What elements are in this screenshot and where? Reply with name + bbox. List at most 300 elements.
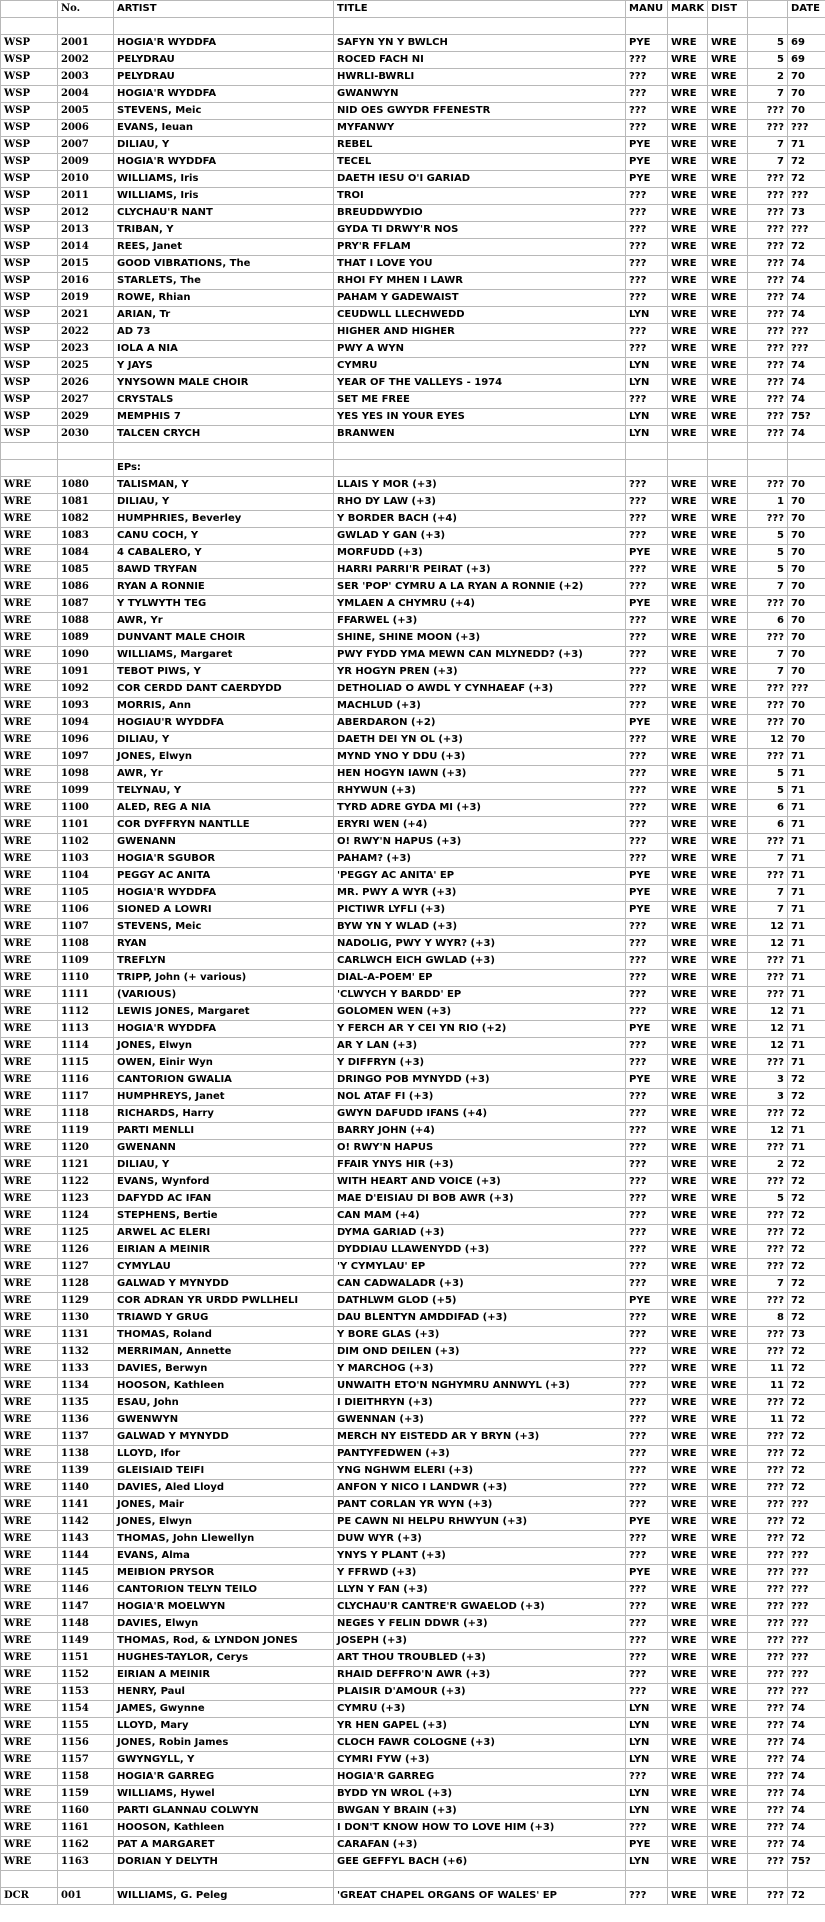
- label-cell: WRE: [1, 1259, 58, 1276]
- label-cell: WSP: [1, 137, 58, 154]
- table-row: [1, 1582, 825, 1599]
- title-cell: THAT I LOVE YOU: [334, 256, 626, 273]
- distributor-cell: WRE: [708, 902, 748, 919]
- catalogue-number-cell: 1158: [58, 1769, 114, 1786]
- distributor-cell: WRE: [708, 528, 748, 545]
- label-cell: WSP: [1, 35, 58, 52]
- mark-cell: WRE: [668, 1667, 708, 1684]
- mark-cell: WRE: [668, 69, 708, 86]
- manufacturer-cell: ???: [626, 1208, 668, 1225]
- artist-cell: HOGIA'R WYDDFA: [114, 885, 334, 902]
- mark-cell: WRE: [668, 919, 708, 936]
- title-cell: GYDA TI DRWY'R NOS: [334, 222, 626, 239]
- manufacturer-cell: ???: [626, 1888, 668, 1905]
- manufacturer-cell: ???: [626, 324, 668, 341]
- date-cell: 71: [788, 868, 825, 885]
- label-cell: WSP: [1, 341, 58, 358]
- title-cell: AR Y LAN (+3): [334, 1038, 626, 1055]
- title-cell: CEUDWLL LLECHWEDD: [334, 307, 626, 324]
- label-cell: WRE: [1, 1140, 58, 1157]
- label-cell: WRE: [1, 715, 58, 732]
- date-cell: 69: [788, 52, 825, 69]
- table-row: [1, 120, 825, 137]
- distributor-cell: WRE: [708, 545, 748, 562]
- date-cell: 70: [788, 562, 825, 579]
- manufacturer-cell: ???: [626, 256, 668, 273]
- catalogue-number-cell: 1133: [58, 1361, 114, 1378]
- table-row: [1, 664, 825, 681]
- distributor-cell: WRE: [708, 613, 748, 630]
- title-cell: DATHLWM GLOD (+5): [334, 1293, 626, 1310]
- distributor-cell: WRE: [708, 698, 748, 715]
- manufacturer-cell: PYE: [626, 137, 668, 154]
- artist-cell: DORIAN Y DELYTH: [114, 1854, 334, 1871]
- artist-cell: WILLIAMS, G. Peleg: [114, 1888, 334, 1905]
- mark-cell: WRE: [668, 783, 708, 800]
- date-cell: 70: [788, 647, 825, 664]
- mark-cell: WRE: [668, 307, 708, 324]
- catalogue-number-cell: 1099: [58, 783, 114, 800]
- label-cell: WRE: [1, 1650, 58, 1667]
- label-cell: WRE: [1, 919, 58, 936]
- date-cell: 74: [788, 1718, 825, 1735]
- quantity-cell: 5: [748, 528, 788, 545]
- header-dist: DIST: [708, 1, 748, 18]
- label-cell: WRE: [1, 647, 58, 664]
- mark-cell: WRE: [668, 987, 708, 1004]
- artist-cell: WILLIAMS, Iris: [114, 171, 334, 188]
- title-cell: CARAFAN (+3): [334, 1837, 626, 1854]
- distributor-cell: WRE: [708, 1157, 748, 1174]
- artist-cell: ESAU, John: [114, 1395, 334, 1412]
- date-cell: 73: [788, 205, 825, 222]
- catalogue-number-cell: 1130: [58, 1310, 114, 1327]
- mark-cell: WRE: [668, 103, 708, 120]
- table-row: [1, 1565, 825, 1582]
- label-cell: WRE: [1, 936, 58, 953]
- artist-cell: SIONED A LOWRI: [114, 902, 334, 919]
- quantity-cell: ???: [748, 477, 788, 494]
- header-date: DATE: [788, 1, 825, 18]
- table-row: [1, 1191, 825, 1208]
- manufacturer-cell: LYN: [626, 1854, 668, 1871]
- mark-cell: WRE: [668, 1021, 708, 1038]
- quantity-cell: ???: [748, 205, 788, 222]
- date-cell: 70: [788, 715, 825, 732]
- quantity-cell: ???: [748, 103, 788, 120]
- date-cell: 74: [788, 1820, 825, 1837]
- distributor-cell: WRE: [708, 273, 748, 290]
- title-cell: CARLWCH EICH GWLAD (+3): [334, 953, 626, 970]
- artist-cell: MEMPHIS 7: [114, 409, 334, 426]
- distributor-cell: WRE: [708, 1854, 748, 1871]
- catalogue-number-cell: [58, 1871, 114, 1888]
- label-cell: WRE: [1, 579, 58, 596]
- header-qty: [748, 1, 788, 18]
- label-cell: WRE: [1, 1157, 58, 1174]
- quantity-cell: [748, 1871, 788, 1888]
- label-cell: [1, 1871, 58, 1888]
- quantity-cell: ???: [748, 1259, 788, 1276]
- mark-cell: WRE: [668, 1786, 708, 1803]
- catalogue-number-cell: 2002: [58, 52, 114, 69]
- manufacturer-cell: LYN: [626, 1735, 668, 1752]
- label-cell: WRE: [1, 987, 58, 1004]
- mark-cell: WRE: [668, 256, 708, 273]
- catalogue-number-cell: 2019: [58, 290, 114, 307]
- catalogue-number-cell: 2027: [58, 392, 114, 409]
- date-cell: 74: [788, 358, 825, 375]
- table-row: [1, 1718, 825, 1735]
- catalogue-number-cell: 1157: [58, 1752, 114, 1769]
- distributor-cell: WRE: [708, 171, 748, 188]
- date-cell: 72: [788, 1157, 825, 1174]
- title-cell: CLOCH FAWR COLOGNE (+3): [334, 1735, 626, 1752]
- header-mark: MARK: [668, 1, 708, 18]
- date-cell: [788, 1871, 825, 1888]
- header-title: TITLE: [334, 1, 626, 18]
- artist-cell: TEBOT PIWS, Y: [114, 664, 334, 681]
- artist-cell: REES, Janet: [114, 239, 334, 256]
- label-cell: WRE: [1, 1837, 58, 1854]
- manufacturer-cell: ???: [626, 341, 668, 358]
- quantity-cell: ???: [748, 1497, 788, 1514]
- manufacturer-cell: [626, 460, 668, 477]
- manufacturer-cell: ???: [626, 1055, 668, 1072]
- distributor-cell: WRE: [708, 783, 748, 800]
- mark-cell: WRE: [668, 1123, 708, 1140]
- artist-cell: HOGIA'R GARREG: [114, 1769, 334, 1786]
- title-cell: PRY'R FFLAM: [334, 239, 626, 256]
- artist-cell: GOOD VIBRATIONS, The: [114, 256, 334, 273]
- label-cell: WRE: [1, 528, 58, 545]
- catalogue-number-cell: 1086: [58, 579, 114, 596]
- distributor-cell: WRE: [708, 494, 748, 511]
- mark-cell: WRE: [668, 409, 708, 426]
- title-cell: GWLAD Y GAN (+3): [334, 528, 626, 545]
- manufacturer-cell: ???: [626, 647, 668, 664]
- artist-cell: HUGHES-TAYLOR, Cerys: [114, 1650, 334, 1667]
- title-cell: BWGAN Y BRAIN (+3): [334, 1803, 626, 1820]
- manufacturer-cell: ???: [626, 494, 668, 511]
- table-row: [1, 494, 825, 511]
- date-cell: 70: [788, 630, 825, 647]
- mark-cell: WRE: [668, 1803, 708, 1820]
- mark-cell: WRE: [668, 817, 708, 834]
- mark-cell: WRE: [668, 188, 708, 205]
- manufacturer-cell: ???: [626, 1276, 668, 1293]
- label-cell: WRE: [1, 1123, 58, 1140]
- title-cell: BRANWEN: [334, 426, 626, 443]
- manufacturer-cell: ???: [626, 1820, 668, 1837]
- date-cell: 71: [788, 834, 825, 851]
- label-cell: WRE: [1, 1106, 58, 1123]
- table-row: [1, 1650, 825, 1667]
- quantity-cell: 12: [748, 1038, 788, 1055]
- header-artist: ARTIST: [114, 1, 334, 18]
- quantity-cell: 12: [748, 919, 788, 936]
- distributor-cell: WRE: [708, 749, 748, 766]
- table-row: [1, 392, 825, 409]
- label-cell: WRE: [1, 664, 58, 681]
- date-cell: 72: [788, 1480, 825, 1497]
- distributor-cell: WRE: [708, 630, 748, 647]
- label-cell: WRE: [1, 1718, 58, 1735]
- distributor-cell: WRE: [708, 358, 748, 375]
- quantity-cell: 3: [748, 1089, 788, 1106]
- title-cell: PANTYFEDWEN (+3): [334, 1446, 626, 1463]
- label-cell: WSP: [1, 120, 58, 137]
- manufacturer-cell: ???: [626, 1684, 668, 1701]
- distributor-cell: WRE: [708, 188, 748, 205]
- date-cell: 73: [788, 1327, 825, 1344]
- date-cell: 72: [788, 1531, 825, 1548]
- quantity-cell: ???: [748, 375, 788, 392]
- distributor-cell: WRE: [708, 1735, 748, 1752]
- table-row: [1, 35, 825, 52]
- title-cell: ROCED FACH NI: [334, 52, 626, 69]
- title-cell: DIM OND DEILEN (+3): [334, 1344, 626, 1361]
- title-cell: CAN CADWALADR (+3): [334, 1276, 626, 1293]
- title-cell: GOLOMEN WEN (+3): [334, 1004, 626, 1021]
- distributor-cell: WRE: [708, 307, 748, 324]
- table-row: [1, 1378, 825, 1395]
- distributor-cell: WRE: [708, 1684, 748, 1701]
- mark-cell: WRE: [668, 681, 708, 698]
- date-cell: 72: [788, 1429, 825, 1446]
- manufacturer-cell: ???: [626, 1089, 668, 1106]
- manufacturer-cell: ???: [626, 290, 668, 307]
- mark-cell: WRE: [668, 885, 708, 902]
- quantity-cell: ???: [748, 1888, 788, 1905]
- distributor-cell: WRE: [708, 1718, 748, 1735]
- label-cell: WRE: [1, 1497, 58, 1514]
- table-row: [1, 358, 825, 375]
- artist-cell: CANU COCH, Y: [114, 528, 334, 545]
- title-cell: [334, 443, 626, 460]
- table-row: [1, 341, 825, 358]
- quantity-cell: ???: [748, 1225, 788, 1242]
- distributor-cell: WRE: [708, 1497, 748, 1514]
- mark-cell: WRE: [668, 494, 708, 511]
- manufacturer-cell: LYN: [626, 1803, 668, 1820]
- manufacturer-cell: ???: [626, 69, 668, 86]
- date-cell: 72: [788, 239, 825, 256]
- label-cell: WRE: [1, 1429, 58, 1446]
- manufacturer-cell: ???: [626, 1157, 668, 1174]
- date-cell: ???: [788, 1565, 825, 1582]
- mark-cell: WRE: [668, 1735, 708, 1752]
- distributor-cell: WRE: [708, 664, 748, 681]
- artist-cell: HOOSON, Kathleen: [114, 1820, 334, 1837]
- distributor-cell: WRE: [708, 1276, 748, 1293]
- label-cell: WRE: [1, 1208, 58, 1225]
- artist-cell: TRIPP, John (+ various): [114, 970, 334, 987]
- date-cell: ???: [788, 1497, 825, 1514]
- manufacturer-cell: ???: [626, 1599, 668, 1616]
- date-cell: 71: [788, 919, 825, 936]
- manufacturer-cell: LYN: [626, 1701, 668, 1718]
- title-cell: HIGHER AND HIGHER: [334, 324, 626, 341]
- label-cell: DCR: [1, 1888, 58, 1905]
- catalogue-number-cell: 2022: [58, 324, 114, 341]
- table-row: [1, 987, 825, 1004]
- distributor-cell: WRE: [708, 1021, 748, 1038]
- title-cell: O! RWY'N HAPUS: [334, 1140, 626, 1157]
- artist-cell: WILLIAMS, Margaret: [114, 647, 334, 664]
- quantity-cell: 7: [748, 902, 788, 919]
- catalogue-number-cell: 001: [58, 1888, 114, 1905]
- distributor-cell: WRE: [708, 290, 748, 307]
- label-cell: WRE: [1, 1735, 58, 1752]
- date-cell: 72: [788, 1514, 825, 1531]
- catalogue-number-cell: 1126: [58, 1242, 114, 1259]
- manufacturer-cell: ???: [626, 953, 668, 970]
- title-cell: YR HOGYN PREN (+3): [334, 664, 626, 681]
- mark-cell: WRE: [668, 1276, 708, 1293]
- mark-cell: WRE: [668, 1854, 708, 1871]
- date-cell: 74: [788, 290, 825, 307]
- manufacturer-cell: ???: [626, 1310, 668, 1327]
- artist-cell: COR CERDD DANT CAERDYDD: [114, 681, 334, 698]
- date-cell: 72: [788, 1242, 825, 1259]
- table-row: [1, 1208, 825, 1225]
- title-cell: DETHOLIAD O AWDL Y CYNHAEAF (+3): [334, 681, 626, 698]
- mark-cell: WRE: [668, 1463, 708, 1480]
- quantity-cell: ???: [748, 1327, 788, 1344]
- catalogue-number-cell: 1143: [58, 1531, 114, 1548]
- catalogue-number-cell: 2025: [58, 358, 114, 375]
- title-cell: DYDDIAU LLAWENYDD (+3): [334, 1242, 626, 1259]
- manufacturer-cell: LYN: [626, 1786, 668, 1803]
- label-cell: [1, 18, 58, 35]
- quantity-cell: ???: [748, 681, 788, 698]
- mark-cell: WRE: [668, 1480, 708, 1497]
- distributor-cell: WRE: [708, 1174, 748, 1191]
- label-cell: WSP: [1, 239, 58, 256]
- catalogue-number-cell: 1123: [58, 1191, 114, 1208]
- mark-cell: WRE: [668, 562, 708, 579]
- artist-cell: DILIAU, Y: [114, 732, 334, 749]
- manufacturer-cell: ???: [626, 834, 668, 851]
- catalogue-number-cell: 1162: [58, 1837, 114, 1854]
- artist-cell: MEIBION PRYSOR: [114, 1565, 334, 1582]
- title-cell: BYDD YN WROL (+3): [334, 1786, 626, 1803]
- catalogue-number-cell: 1138: [58, 1446, 114, 1463]
- manufacturer-cell: [626, 1871, 668, 1888]
- manufacturer-cell: ???: [626, 1327, 668, 1344]
- distributor-cell: WRE: [708, 1225, 748, 1242]
- catalogue-number-cell: 1121: [58, 1157, 114, 1174]
- catalogue-number-cell: 1135: [58, 1395, 114, 1412]
- catalogue-number-cell: 1084: [58, 545, 114, 562]
- quantity-cell: 5: [748, 783, 788, 800]
- manufacturer-cell: ???: [626, 630, 668, 647]
- artist-cell: DUNVANT MALE CHOIR: [114, 630, 334, 647]
- label-cell: WRE: [1, 545, 58, 562]
- table-row: [1, 1106, 825, 1123]
- manufacturer-cell: ???: [626, 1395, 668, 1412]
- catalogue-number-cell: 2010: [58, 171, 114, 188]
- quantity-cell: ???: [748, 1684, 788, 1701]
- quantity-cell: ???: [748, 341, 788, 358]
- table-row: [1, 256, 825, 273]
- label-cell: WRE: [1, 868, 58, 885]
- label-cell: WRE: [1, 1633, 58, 1650]
- date-cell: 71: [788, 953, 825, 970]
- manufacturer-cell: LYN: [626, 1752, 668, 1769]
- date-cell: 72: [788, 1208, 825, 1225]
- manufacturer-cell: ???: [626, 528, 668, 545]
- label-cell: WRE: [1, 817, 58, 834]
- manufacturer-cell: ???: [626, 970, 668, 987]
- distributor-cell: WRE: [708, 1089, 748, 1106]
- title-cell: DAETH DEI YN OL (+3): [334, 732, 626, 749]
- title-cell: DAU BLENTYN AMDDIFAD (+3): [334, 1310, 626, 1327]
- label-cell: WRE: [1, 834, 58, 851]
- title-cell: REBEL: [334, 137, 626, 154]
- mark-cell: WRE: [668, 749, 708, 766]
- distributor-cell: WRE: [708, 375, 748, 392]
- distributor-cell: WRE: [708, 256, 748, 273]
- label-cell: WRE: [1, 1089, 58, 1106]
- catalogue-number-cell: 1094: [58, 715, 114, 732]
- date-cell: 72: [788, 1089, 825, 1106]
- manufacturer-cell: ???: [626, 1650, 668, 1667]
- title-cell: O! RWY'N HAPUS (+3): [334, 834, 626, 851]
- manufacturer-cell: ???: [626, 681, 668, 698]
- manufacturer-cell: PYE: [626, 35, 668, 52]
- artist-cell: RYAN: [114, 936, 334, 953]
- catalogue-number-cell: 1111: [58, 987, 114, 1004]
- mark-cell: WRE: [668, 1140, 708, 1157]
- distributor-cell: WRE: [708, 1446, 748, 1463]
- quantity-cell: ???: [748, 324, 788, 341]
- table-row: [1, 511, 825, 528]
- label-cell: WRE: [1, 1548, 58, 1565]
- manufacturer-cell: ???: [626, 664, 668, 681]
- distributor-cell: WRE: [708, 885, 748, 902]
- mark-cell: WRE: [668, 1701, 708, 1718]
- manufacturer-cell: PYE: [626, 1072, 668, 1089]
- catalogue-number-cell: 1103: [58, 851, 114, 868]
- mark-cell: WRE: [668, 1259, 708, 1276]
- distributor-cell: WRE: [708, 1803, 748, 1820]
- title-cell: CLYCHAU'R CANTRE'R GWAELOD (+3): [334, 1599, 626, 1616]
- catalogue-number-cell: 1124: [58, 1208, 114, 1225]
- mark-cell: WRE: [668, 1718, 708, 1735]
- mark-cell: WRE: [668, 1106, 708, 1123]
- manufacturer-cell: LYN: [626, 1718, 668, 1735]
- quantity-cell: 1: [748, 494, 788, 511]
- mark-cell: WRE: [668, 1548, 708, 1565]
- mark-cell: WRE: [668, 1310, 708, 1327]
- label-cell: WRE: [1, 1225, 58, 1242]
- artist-cell: HOGIA'R SGUBOR: [114, 851, 334, 868]
- catalogue-number-cell: 2021: [58, 307, 114, 324]
- mark-cell: WRE: [668, 715, 708, 732]
- quantity-cell: ???: [748, 749, 788, 766]
- table-row: [1, 1888, 825, 1905]
- distributor-cell: WRE: [708, 579, 748, 596]
- distributor-cell: WRE: [708, 766, 748, 783]
- quantity-cell: 11: [748, 1361, 788, 1378]
- label-cell: WSP: [1, 375, 58, 392]
- catalogue-number-cell: 1087: [58, 596, 114, 613]
- label-cell: WRE: [1, 1667, 58, 1684]
- title-cell: JOSEPH (+3): [334, 1633, 626, 1650]
- manufacturer-cell: ???: [626, 851, 668, 868]
